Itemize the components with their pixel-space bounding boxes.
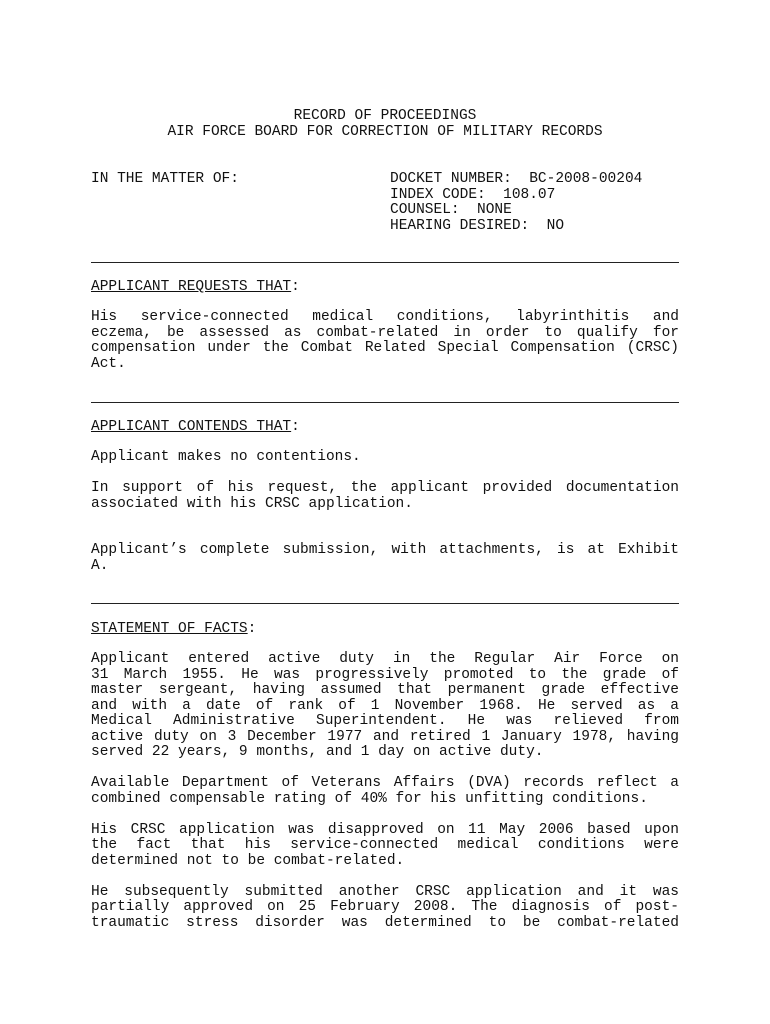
text-line: 31 March 1955. He was progressively promoted to the grade of: [91, 666, 679, 683]
divider: [91, 262, 679, 263]
facts-heading-text: STATEMENT OF FACTS: [91, 621, 248, 637]
text-line: His CRSC application was disapproved on 11 May 2006 based upon: [91, 821, 679, 838]
text-line: eczema, be assessed as combat-related in order to qualify for: [91, 324, 679, 341]
matter-label: IN THE MATTER OF:: [91, 171, 239, 187]
index-code: INDEX CODE: 108.07: [390, 186, 556, 203]
document-page: [91, 108, 679, 931]
text-line: Act.: [91, 355, 126, 372]
matter-block: [91, 172, 679, 236]
text-line: served 22 years, 9 months, and 1 day on active duty.: [91, 744, 544, 760]
title-line-2: AIR FORCE BOARD FOR CORRECTION OF MILITARY RECORDS: [167, 124, 603, 140]
divider: [91, 603, 679, 604]
text-line: Applicant entered active duty in the Regular Air Force on: [91, 651, 679, 667]
text-line: His service-connected medical conditions, labyrinthitis and: [91, 309, 679, 325]
hearing-desired: HEARING DESIRED: NO: [390, 217, 565, 234]
contends-paragraph-1: [91, 450, 679, 466]
text-line: traumatic stress disorder was determined to be combat-related: [91, 914, 679, 931]
text-line: Applicant’s complete submission, with attachments, is at Exhibit: [91, 542, 679, 558]
contends-heading-colon: :: [291, 419, 300, 435]
contends-paragraph-2: [91, 481, 679, 512]
contends-heading: [91, 419, 679, 435]
text-line: Applicant makes no contentions.: [91, 449, 361, 465]
facts-paragraph-3: [91, 823, 679, 870]
docket-info: [390, 172, 642, 234]
text-line: master sergeant, having assumed that permanent grade effective: [91, 682, 679, 698]
title-line-1: RECORD OF PROCEEDINGS: [293, 108, 477, 124]
text-line: active duty on 3 December 1977 and retired 1 January 1978, having: [91, 728, 679, 745]
document-title: [91, 108, 679, 140]
docket-number: DOCKET NUMBER: BC-2008-00204: [390, 171, 643, 187]
contends-paragraph-3: [91, 543, 679, 574]
counsel: COUNSEL: NONE: [390, 202, 512, 218]
text-line: compensation under the Combat Related Special Compensation (CRSC): [91, 340, 679, 356]
requests-paragraph: [91, 310, 679, 372]
text-line: partially approved on 25 February 2008. The diagnosis of post-: [91, 899, 679, 915]
facts-heading-colon: :: [247, 621, 257, 637]
text-line: associated with his CRSC application.: [91, 495, 413, 512]
facts-heading: [91, 621, 679, 637]
text-line: the fact that his service-connected medical conditions were: [91, 837, 679, 853]
text-line: He subsequently submitted another CRSC application and it was: [91, 883, 679, 900]
contends-heading-text: APPLICANT CONTENDS THAT: [91, 419, 292, 435]
text-line: Available Department of Veterans Affairs (DVA) records reflect a: [91, 775, 679, 791]
requests-heading-colon: :: [291, 279, 300, 295]
text-line: and with a date of rank of 1 November 1968. He served as a: [91, 697, 679, 714]
text-line: In support of his request, the applicant provided documentation: [91, 480, 679, 496]
facts-paragraph-1: [91, 652, 679, 761]
text-line: Medical Administrative Superintendent. He was relieved from: [91, 713, 679, 729]
text-line: A.: [91, 557, 109, 574]
requests-heading-text: APPLICANT REQUESTS THAT: [91, 279, 292, 295]
text-line: combined compensable rating of 40% for his unfitting conditions.: [91, 790, 648, 807]
divider: [91, 402, 679, 403]
facts-paragraph-2: [91, 776, 679, 807]
text-line: determined not to be combat-related.: [91, 852, 405, 869]
requests-heading: [91, 279, 679, 295]
facts-paragraph-4: [91, 885, 679, 932]
